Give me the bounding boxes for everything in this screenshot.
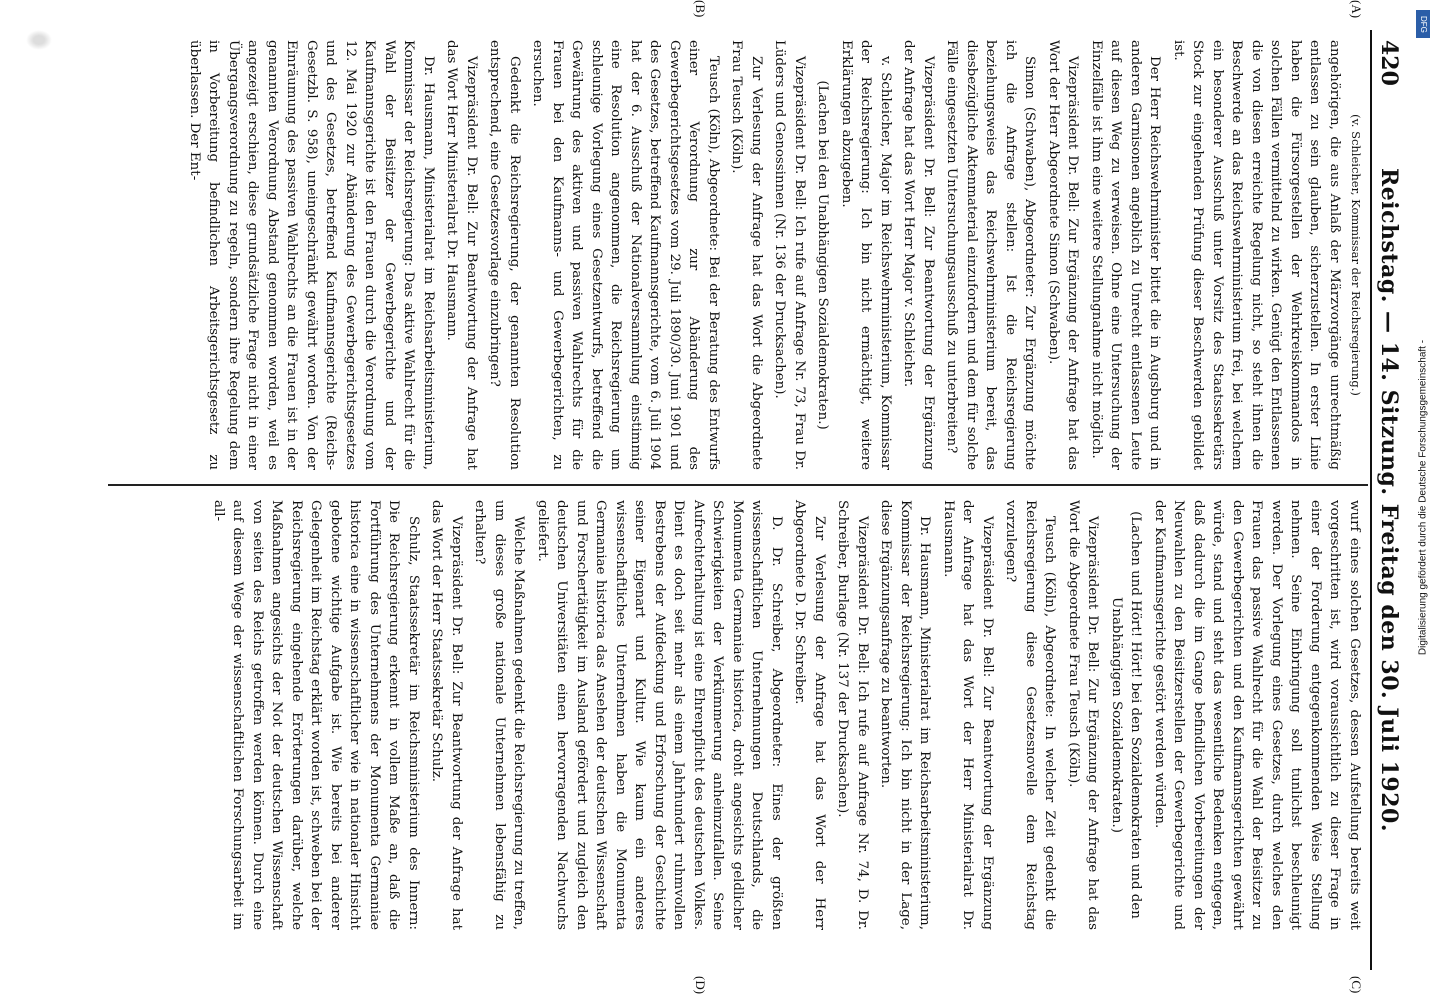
dfg-logo: DFG <box>1416 10 1430 38</box>
margin-marker-c: (C) <box>1349 976 1364 994</box>
page-number: 420 <box>1376 40 1402 86</box>
page-title: Reichstag. — 14. Sitzung. Freitag den 30. Juli 1920. <box>1376 168 1402 832</box>
paragraph: Vizepräsident Dr. Bell: Ich rufe auf Anfrage Nr. 73, Frau Dr. Lüders und Genossinnen (Nr. 136 der Drucksachen). <box>772 40 807 470</box>
paragraph: Vizepräsident Dr. Bell: Zur Beantwortung der Anfrage hat das Wort Herr Ministerialrat Dr. Hausmann. <box>444 40 479 470</box>
paragraph: Dr. Hausmann, Ministerialrat im Reichsarbeitsministerium, Kommissar der Reichsregierung: Ich bin nicht in der Lage, diese Ergänzungsanfrage zu beantworten. <box>878 500 933 930</box>
paragraph: Schulz, Staatssekretär im Reichsministerium des Innern: Die Reichsregierung erkennt in vollem Maße an, daß die Fortführung des Unternehmens der Monumenta Germaniae historica eine in wissenschaftlicher wie in nationaler Hinsicht gebotene wichtige Aufgabe ist. Wie bereits bei anderer Gelegenheit im Reichstag erklärt worden ist, schweben bei der Reichsregierung eingehende Erörterungen darüber, welche Maßnahmen angesichts der Not der deutschen Wissenschaft von seiten des Reichs getroffen werden können. Durch eine auf diesem Wege der wissenschaftlichen Forschungsarbeit im all- <box>211 500 421 930</box>
paragraph: Vizepräsident Dr. Bell: Zur Beantwortung der Anfrage hat das Wort der Herr Staatssekretär Schulz. <box>429 500 464 930</box>
paragraph: v. Schleicher, Major im Reichswehrministerium, Kommissar der Reichsregierung: Ich bin nicht ermächtigt, weitere Erklärungen abzugeben. <box>839 40 893 470</box>
scan-speck <box>26 30 52 50</box>
paragraph: angehörigen, die aus Anlaß der Märzvorgänge unrechtmäßig entlassen zu sein glauben, sicherzustellen. In erster Linie haben die Fürsorgestellen der Wehrkreiskommandos in solchen Fällen vermittelnd zu wirken. Genügt den Entlassenen die von diesen erreichte Regelung nicht, so steht ihnen die Beschwerde an das Reichswehrministerium frei, bei welchem ein besonderer Ausschuß unter Vorsitz des Staatssekretärs Stock zur eingehenden Prüfung dieser Beschwerden gebildet ist. <box>1171 40 1342 470</box>
paragraph: Der Herr Reichswehrminister bittet die in Augsburg und in anderen Garnisonen angeblich zu Unrecht entlassenen Leute auf diesen Weg zu verweisen. Ohne eine Untersuchung der Einzelfälle ist ihm eine weitere Stellungnahme nicht möglich. <box>1089 40 1163 470</box>
interjection: (Lachen und Hört! Hört! bei den Sozialdemokraten und den Unabhängigen Sozialdemokraten.) <box>1109 511 1144 919</box>
paragraph: wurf eines solchen Gesetzes, dessen Aufstellung bereits weit vorgeschritten ist, wird voraussichtlich zu dieser Frage in einer der Forderung entgegenkommenden Weise Stellung nehmen. Seine Einbringung soll tunlichst beschleunigt werden. Der Vorlegung eines Gesetzes, durch welches den Frauen das passive Wahlrecht für die Wahl der Beisitzer zu den Gewerbegerichten und den Kaufmannsgerichten gewährt würde, stand und steht das wesentliche Bedenken entgegen, daß dadurch die im Gange befindlichen Vorbereitungen der Neuwahlen zu den Beisitzerstellen der Gewerbegerichte und der Kaufmannsgerichte gestört werden würden. <box>1152 500 1362 930</box>
paragraph: Vizepräsident Dr. Bell: Zur Beantwortung der Ergänzung der Anfrage hat das Wort der Herr Ministerialrat Dr. Hausmann. <box>941 500 995 930</box>
side-note <box>1414 10 1432 990</box>
paragraph: Teusch (Köln), Abgeordnete: In welcher Zeit gedenkt die Reichsregierung diese Gesetzesnovelle dem Reichstag vorzulegen? <box>1003 500 1058 930</box>
paragraph: Welche Maßnahmen gedenkt die Reichsregierung zu treffen, um dieses große nationale Unternehmen lebensfähig zu erhalten? <box>472 500 527 930</box>
paragraph: Vizepräsident Dr. Bell: Zur Beantwortung der Ergänzung der Anfrage hat das Wort Herr Major v. Schleicher. <box>901 40 936 470</box>
rotated-page <box>108 0 1408 995</box>
column-divider <box>108 484 1368 486</box>
funding-note: Digitalisierung gefördert durch die Deutsche Forschungsgemeinschaft - <box>1417 339 1429 656</box>
right-column <box>108 500 1364 930</box>
left-column <box>108 40 1364 470</box>
page-header <box>1370 30 1408 970</box>
margin-marker-d: (D) <box>693 976 708 995</box>
paragraph: Teusch (Köln), Abgeordnete: Bei der Beratung des Entwurfs einer Verordnung zur Abänderung des Gewerbegerichtsgesetzes vom 29. Juli 1890/30. Juni 1901 und des Gesetzes, betreffend Kaufmannsgerichte, vom 6. Juli 1904 hat der 6. Ausschuß der Nationalversammlung einstimmig eine Resolution angenommen, die Reichsregierung um schleunige Vorlegung eines Gesetzentwurfs, betreffend die Gewährung des aktiven und passiven Wahlrechts für die Frauen bei den Kaufmanns- und Gewerbegerichten, zu ersuchen. <box>530 40 721 470</box>
paragraph: Dr. Hausmann, Ministerialrat im Reichsarbeitsministerium, Kommissar der Reichsregierung: Das aktive Wahlrecht für die Wahl der Beisitzer der Gewerbegerichte und der Kaufmannsgerichte ist den Frauen durch die Verordnung vom 12. Mai 1920 zur Abänderung des Gewerbegerichtsgesetzes und des Gesetzes, betreffend Kaufmannsgerichte (Reichs-Gesetzbl. S. 958), uneingeschränkt gewährt worden. Von der Einräumung des passiven Wahlrechts an die Frauen ist in der genannten Verordnung Abstand genommen worden, weil es angezeigt erschien, diese grundsätzliche Frage nicht in einer Übergangsverordnung zu regeln, sondern ihre Regelung dem in Vorbereitung befindlichen Arbeitsgerichtsgesetz zu überlassen. Der Ent- <box>187 40 436 470</box>
margin-marker-a: (A) <box>1349 0 1364 19</box>
speaker-continuation: (v. Schleicher, Kommissar der Reichsregierung.) <box>1349 114 1363 396</box>
interjection: (Lachen bei den Unabhängigen Sozialdemokraten.) <box>815 80 831 430</box>
margin-marker-b: (B) <box>693 0 708 18</box>
paragraph: Zur Verlesung der Anfrage hat das Wort der Herr Abgeordnete D. Dr. Schreiber. <box>792 500 827 930</box>
paragraph: Gedenkt die Reichsregierung, der genannten Resolution entsprechend, eine Gesetzesvorlage einzubringen? <box>487 40 522 470</box>
paragraph: Vizepräsident Dr. Bell: Zur Ergänzung der Anfrage hat das Wort der Herr Abgeordnete Simon (Schwaben). <box>1046 40 1081 470</box>
paragraph: D. Dr. Schreiber, Abgeordneter: Eines der größten wissenschaftlichen Unternehmungen Deutschlands, die Monumenta Germaniae historica, droht angesichts geldlicher Schwierigkeiten der Verkümmerung anheimzufallen. Seine Aufrechterhaltung ist eine Ehrenpflicht des deutschen Volkes. Dient es doch seit mehr als einem Jahrhundert ruhmvollen Bestrebens der Aufdeckung und Erforschung der Geschichte seiner Eigenart und Kultur. Wie kaum ein anderes wissenschaftliches Unternehmen haben die Monumenta Germaniae historica das Ansehen der deutschen Wissenschaft und Forschertätigkeit im Ausland gefördert und zugleich den deutschen Universitäten einen hervorragenden Nachwuchs geliefert. <box>535 500 784 930</box>
paragraph: Vizepräsident Dr. Bell: Zur Ergänzung der Anfrage hat das Wort die Abgeordnete Frau Teusch (Köln). <box>1066 500 1101 930</box>
paragraph: Simon (Schwaben), Abgeordneter: Zur Ergänzung möchte ich die Anfrage stellen: Ist die Reichsregierung beziehungsweise das Reichswehrministerium bereit, das diesbezügliche Aktenmaterial einzufordern und dem für solche Fälle eingesetzten Untersuchungsausschuß zu unterbreiten? <box>944 40 1038 470</box>
paragraph: Vizepräsident Dr. Bell: Ich rufe auf Anfrage Nr. 74, D. Dr. Schreiber, Burlage (Nr. 137 der Drucksachen). <box>835 500 870 930</box>
paragraph: Zur Verlesung der Anfrage hat das Wort die Abgeordnete Frau Teusch (Köln). <box>729 40 764 470</box>
